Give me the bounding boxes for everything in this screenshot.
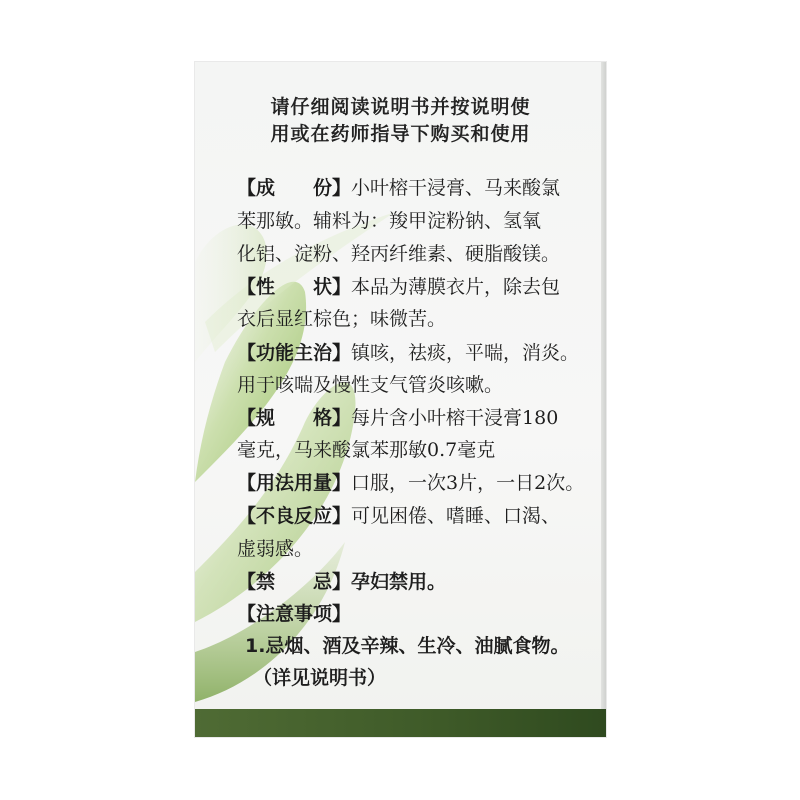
contraindications-row	[237, 570, 597, 594]
contraindications-text-1: 孕妇禁用。	[351, 571, 447, 593]
adverse-label: 【不良反应】	[237, 505, 352, 527]
indications-text-2: 用于咳喘及慢性支气管炎咳嗽。	[237, 374, 504, 396]
adverse-text-1: 可见困倦、嗜睡、口渴、	[351, 505, 561, 527]
indications-label: 【功能主治】	[237, 342, 352, 364]
medicine-box-side-panel	[195, 62, 606, 737]
adverse-text-2: 虚弱感。	[237, 538, 314, 560]
indications-row	[237, 341, 597, 365]
adverse-row	[237, 504, 597, 528]
specification-text-1: 每片含小叶榕干浸膏180	[351, 407, 559, 429]
instruction-heading-line-2: 用或在药师指导下购买和使用	[270, 123, 531, 145]
dosage-label: 【用法用量】	[237, 472, 352, 494]
specification-text-2: 毫克，马来酸氯苯那敏0.7毫克	[237, 439, 496, 461]
specification-row	[237, 406, 597, 430]
ingredients-text-2: 苯那敏。辅料为：羧甲淀粉钠、氢氧	[237, 210, 542, 232]
indications-text-1: 镇咳，祛痰，平喘，消炎。	[351, 342, 580, 364]
properties-text-2: 衣后显红棕色；味微苦。	[237, 308, 447, 330]
contraindications-label: 【禁 忌】	[237, 571, 352, 593]
ingredients-label: 【成 份】	[237, 177, 352, 199]
precautions-text-1: 1.忌烟、酒及辛辣、生冷、油腻食物。	[245, 635, 570, 657]
precautions-label: 【注意事项】	[237, 603, 352, 625]
dosage-row	[237, 471, 597, 495]
ingredients-text-3: 化铝、淀粉、羟丙纤维素、硬脂酸镁。	[237, 243, 561, 265]
precautions-text-2: （详见说明书）	[253, 667, 387, 689]
dosage-text-1: 口服，一次3片，一日2次。	[351, 472, 585, 494]
specification-label: 【规 格】	[237, 407, 352, 429]
box-edge-shadow	[601, 62, 606, 737]
properties-row	[237, 275, 597, 299]
ingredients-row	[237, 176, 597, 200]
ingredients-text-1: 小叶榕干浸膏、马来酸氯	[351, 177, 561, 199]
properties-label: 【性 状】	[237, 276, 352, 298]
properties-text-1: 本品为薄膜衣片，除去包	[351, 276, 561, 298]
instruction-heading-line-1: 请仔细阅读说明书并按说明使	[270, 96, 531, 118]
precautions-row	[237, 602, 597, 626]
green-bottom-band	[195, 709, 606, 737]
